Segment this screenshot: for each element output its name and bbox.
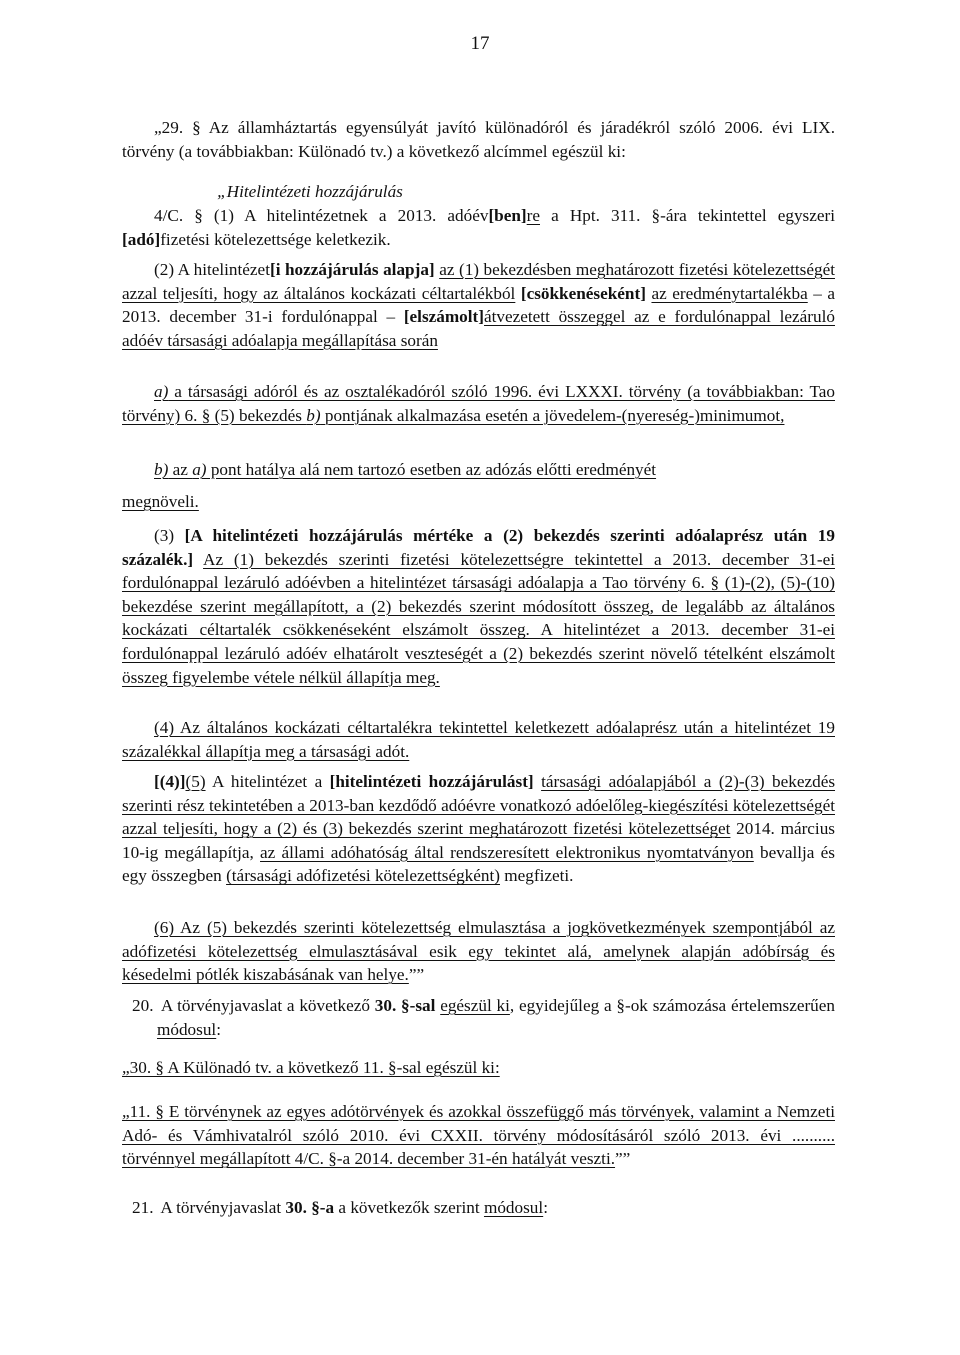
closing-quote: ””	[615, 1149, 631, 1169]
text-run: 30.	[285, 1198, 307, 1217]
deleted-text: [ben]	[488, 206, 527, 225]
text-run: az	[168, 460, 193, 479]
text-run: §-sal	[401, 996, 436, 1015]
text-run: megfizeti.	[499, 866, 574, 886]
text-run: 2014. március 10-ig megállapítja,	[122, 819, 835, 862]
deleted-text: [i hozzájárulás alapja]	[269, 260, 435, 279]
text-run: a következők szerint	[334, 1198, 484, 1217]
subtitle: „Hitelintézeti hozzájárulás	[217, 182, 403, 201]
text-run: §-a	[311, 1198, 335, 1217]
inserted-text: Az (1) bekezdés szerinti fizetési kötelezettségre tekintettel a 2013. december 31-ei fordulónappal lezáruló adóévben a hitelintézet társasági adóalapja a Tao törvény 6. § (1)-(2), (5)-(10) bekezdése szerint megállapított, a (2) bekezdés szerint módosított összeg, de legalább az általános kockázati céltartalék csökkenéseként elszámolt összeg. A hitelintézet a 2013. december 31-ei fordulónappal lezáruló adóév elhatárolt veszteségét a (2) bekezdés szerint növelő tételként elszámolt összeg figyelembe vétele nélkül állapítja meg.	[122, 549, 835, 687]
text-run: a társasági adóról és az osztalékadóról szóló 1996. évi LXXXI. törvény (a továbbiakban: Tao törvény) 6. § (5) bekezdés	[122, 382, 835, 425]
amendment-item-21	[132, 1196, 835, 1220]
deleted-text: [A hitelintézeti hozzájárulás mértéke a (2) bekezdés szerinti adóalaprész után 19 százalék.]	[122, 526, 835, 569]
point-label: b)	[154, 460, 169, 479]
inserted-text: az állami adóhatóság által rendszeresített elektronikus nyomtatványon	[260, 842, 754, 862]
text-run: pont hatálya alá nem tartozó esetben az adózás előtti eredményét	[206, 460, 657, 479]
text-run: (3)	[154, 526, 185, 545]
inserted-text: (5)	[185, 772, 206, 791]
space	[534, 772, 541, 791]
intro-text: „29. § Az államháztartás egyensúlyát javító különadóról és járadékról szóló 2006. évi LIX. törvény (a továbbiakban: Különadó tv.) a következő alcímmel egészül ki:	[122, 118, 835, 161]
amendment-item-20	[132, 994, 835, 1041]
deleted-text: [csökkenéseként]	[520, 283, 646, 303]
point-b-tail: megnöveli.	[122, 492, 199, 511]
text-run: , egyidejűleg a §-ok számozása értelemszerűen	[509, 996, 835, 1015]
text-run: 30.	[374, 996, 397, 1015]
text-run: bevallja és egy összegben	[122, 842, 835, 886]
deleted-text: [elszámolt]	[403, 307, 485, 327]
text-run: pontjának alkalmazása esetén a jövedelem-(nyereség-)minimumot,	[320, 405, 785, 425]
inserted-text: átvezetett összeggel az e fordulónappal lezáruló adóév társasági adóalapja megállapítása során	[122, 307, 835, 350]
section-4c-4: (4) Az általános kockázati céltartalékra tekintettel keletkezett adóalaprész után a hitelintézet 19 százalékkal állapítja meg a társasági adót.	[122, 718, 835, 761]
closing-quote: ””	[408, 965, 425, 985]
inserted-text: társasági adóalapjából a (2)-(3) bekezdés szerinti rész tekintetében a 2013-ban kezdődő adóévre vonatkozó adóelőleg-kiegészítési kötelezettségét azzal teljesíti, hogy a (2) és (3) bekezdés szerint meghatározott fizetési kötelezettséget	[122, 772, 836, 839]
inserted-text: (társasági adófizetési kötelezettségként)	[226, 866, 500, 886]
point-label: a)	[192, 460, 207, 479]
intro-paragraph	[122, 116, 835, 163]
text-run: A törvényjavaslat a következő	[157, 996, 375, 1015]
text-run: fizetési kötelezettsége keletkezik.	[160, 229, 391, 249]
inserted-text: „11. § E törvénynek az egyes adótörvények és azokkal összefüggő más törvények, valamint a Nemzeti Adó- és Vámhivatalról szóló 2010. évi CXXII. törvény módosításáról szóló 2013. évi .......... törvénnyel megállapított 4/C. §-a 2014. december 31-én hatályát veszti.	[122, 1102, 835, 1169]
section-4c-3	[122, 524, 835, 689]
point-label: a)	[154, 382, 169, 401]
text-run: a Hpt. 311. §-ára tekintettel egyszeri	[540, 206, 835, 225]
section-4c-6	[122, 916, 835, 987]
section-4c-1	[122, 204, 835, 251]
inserted-text: (6) Az (5) bekezdés szerinti kötelezettség elmulasztása a jogkövetkezmények szempontjából az adófizetési kötelezettség elmulasztásával esik egy tekintet alá, amelynek alapján adóbírság és késedelmi pótlék kiszabásának van helye.	[122, 918, 835, 985]
deleted-text: [(4)]	[154, 772, 186, 791]
inserted-text: az (1) bekezdésben meghatározott fizetési kötelezettségét azzal teljesíti, hogy az általános kockázati céltartalékból	[122, 260, 835, 303]
point-b	[122, 458, 835, 482]
inserted-text: egészül ki	[440, 996, 510, 1015]
inserted-text: módosul	[483, 1198, 544, 1217]
text-run: :	[216, 1019, 221, 1039]
page-number: 17	[470, 33, 490, 54]
item-number: 20.	[132, 996, 154, 1015]
new-section-11	[122, 1100, 835, 1171]
text-run: – a 2013. december 31-i fordulónappal –	[122, 283, 835, 327]
inserted-text: az eredménytartalékba	[651, 283, 808, 303]
text-run: 4/C. § (1) A hitelintézetnek a 2013. adóév	[154, 206, 489, 225]
text-run: (2) A hitelintézet	[154, 260, 270, 279]
text-run: A törvényjavaslat	[157, 1198, 286, 1217]
point-label: b)	[306, 405, 321, 425]
text-run: A hitelintézet a	[205, 772, 330, 791]
section-4c-2	[122, 258, 835, 352]
space	[193, 550, 203, 569]
inserted-text: re	[526, 206, 540, 225]
deleted-text: [adó]	[122, 229, 161, 249]
item-number: 21.	[132, 1198, 154, 1217]
text-run: :	[543, 1198, 548, 1217]
point-a	[122, 380, 835, 427]
deleted-text: [hitelintézeti hozzájárulást]	[329, 772, 534, 791]
section-4c-5	[122, 770, 835, 888]
new-section-30: „30. § A Különadó tv. a következő 11. §-sal egészül ki:	[122, 1058, 500, 1077]
inserted-text: módosul	[157, 1019, 217, 1039]
